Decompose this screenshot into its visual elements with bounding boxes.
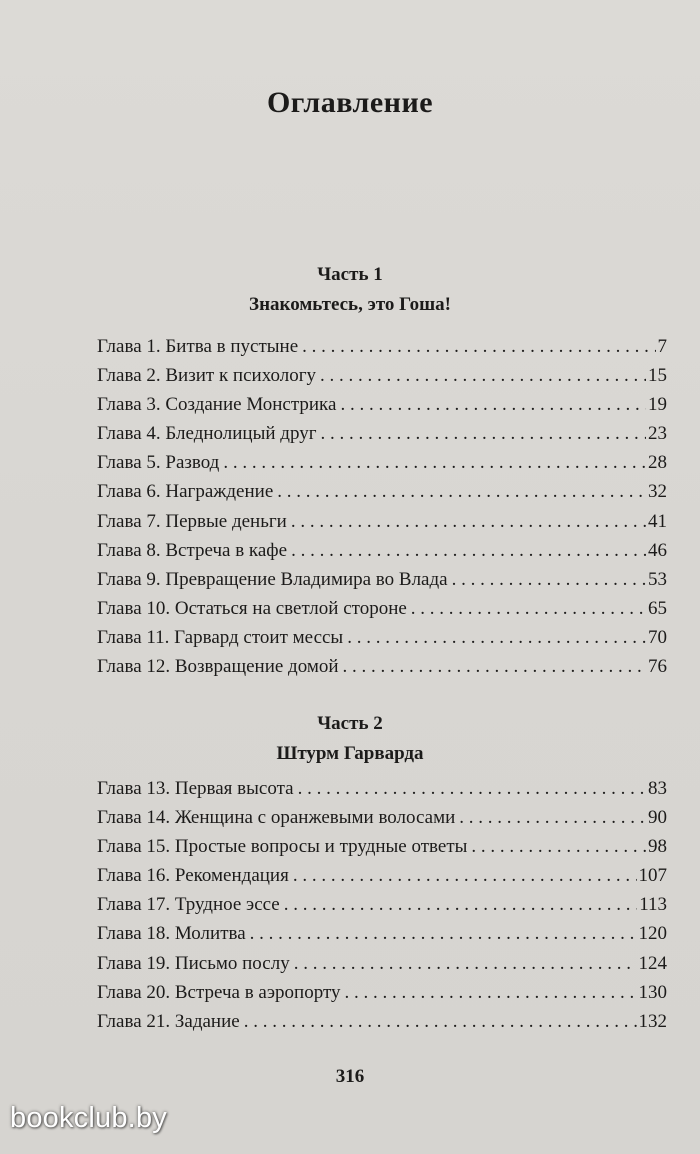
toc-entry[interactable] [97, 656, 667, 685]
chapter-title: Глава 16. Рекомендация [97, 865, 289, 887]
dot-leader [302, 336, 655, 358]
toc-entry[interactable] [97, 540, 667, 569]
dot-leader [244, 1011, 637, 1033]
chapter-title: Глава 12. Возвращение домой [97, 656, 339, 678]
chapter-title: Глава 8. Встреча в кафе [97, 539, 288, 561]
chapter-title: Глава 19. Письмо послу [97, 952, 290, 974]
toc-entry[interactable] [97, 1011, 667, 1040]
chapter-title: Глава 14. Женщина с оранжевыми волосами [97, 807, 456, 829]
toc-entry[interactable] [97, 894, 667, 923]
part-2-label: Часть 2 [317, 713, 383, 734]
chapter-page: 70 [648, 626, 667, 648]
dot-leader [321, 423, 647, 445]
dot-leader [320, 365, 646, 387]
chapter-page: 41 [648, 510, 667, 532]
page-title: Оглавление [266, 86, 434, 119]
part-1-subtitle: Знакомьтесь, это Гоша! [249, 294, 451, 315]
chapter-page: 130 [638, 981, 667, 1003]
chapter-page: 28 [648, 452, 667, 474]
chapter-title: Глава 4. Бледнолицый друг [97, 423, 317, 445]
chapter-title: Глава 11. Гарвард стоит мессы [97, 626, 344, 648]
chapter-page: 65 [648, 597, 667, 619]
chapter-page: 46 [648, 539, 667, 561]
toc-entry[interactable] [97, 569, 667, 598]
chapter-title: Глава 10. Остаться на светлой стороне [97, 597, 407, 619]
dot-leader [347, 627, 646, 649]
dot-leader [223, 452, 646, 474]
chapter-title: Глава 6. Награждение [97, 481, 274, 503]
toc-list-part-1 [97, 336, 667, 685]
chapter-title: Глава 1. Битва в пустыне [97, 336, 299, 357]
toc-entry[interactable] [97, 394, 667, 423]
chapter-page: 120 [638, 923, 667, 945]
dot-leader [471, 836, 646, 858]
chapter-title: Глава 5. Развод [97, 452, 220, 474]
toc-entry[interactable] [97, 836, 667, 865]
toc-entry[interactable] [97, 778, 667, 807]
chapter-page: 76 [648, 656, 667, 678]
dot-leader [411, 598, 646, 620]
chapter-page: 7 [657, 336, 667, 357]
chapter-title: Глава 21. Задание [97, 1010, 240, 1032]
chapter-page: 113 [639, 894, 667, 916]
chapter-page: 83 [648, 778, 667, 799]
chapter-title: Глава 18. Молитва [97, 923, 246, 945]
chapter-title: Глава 20. Встреча в аэропорту [97, 981, 341, 1003]
chapter-page: 107 [638, 865, 667, 887]
chapter-title: Глава 13. Первая высота [97, 778, 294, 799]
dot-leader [452, 569, 646, 591]
chapter-title: Глава 7. Первые деньги [97, 510, 287, 532]
toc-entry[interactable] [97, 807, 667, 836]
chapter-page: 32 [648, 481, 667, 503]
toc-entry[interactable] [97, 365, 667, 394]
chapter-title: Глава 2. Визит к психологу [97, 365, 316, 387]
toc-entry[interactable] [97, 423, 667, 452]
toc-entry[interactable] [97, 982, 667, 1011]
dot-leader [250, 923, 637, 945]
dot-leader [345, 982, 637, 1004]
toc-entry[interactable] [97, 452, 667, 481]
dot-leader [298, 778, 646, 800]
toc-entry[interactable] [97, 953, 667, 982]
chapter-page: 132 [638, 1010, 667, 1032]
page-number: 316 [335, 1066, 365, 1087]
toc-list-part-2 [97, 778, 667, 1040]
dot-leader [293, 865, 637, 887]
chapter-page: 15 [648, 365, 667, 387]
dot-leader [340, 394, 646, 416]
chapter-page: 90 [648, 807, 667, 829]
chapter-page: 53 [648, 568, 667, 590]
toc-entry[interactable] [97, 511, 667, 540]
toc-entry[interactable] [97, 336, 667, 365]
dot-leader [291, 511, 646, 533]
chapter-page: 19 [648, 394, 667, 416]
toc-entry[interactable] [97, 865, 667, 894]
toc-entry[interactable] [97, 481, 667, 510]
chapter-title: Глава 17. Трудное эссе [97, 894, 280, 916]
chapter-page: 98 [648, 836, 667, 858]
chapter-title: Глава 15. Простые вопросы и трудные ответы [97, 836, 468, 858]
watermark-logo: bookclub.by [10, 1102, 167, 1134]
chapter-title: Глава 9. Превращение Владимира во Влада [97, 568, 448, 590]
dot-leader [291, 540, 646, 562]
chapter-page: 23 [648, 423, 667, 445]
chapter-page: 124 [638, 952, 667, 974]
dot-leader [459, 807, 646, 829]
dot-leader [284, 894, 637, 916]
toc-entry[interactable] [97, 598, 667, 627]
dot-leader [294, 953, 637, 975]
toc-entry[interactable] [97, 627, 667, 656]
part-1-label: Часть 1 [317, 264, 383, 285]
dot-leader [343, 656, 646, 678]
dot-leader [277, 481, 646, 503]
part-2-subtitle: Штурм Гарварда [276, 743, 424, 764]
toc-entry[interactable] [97, 923, 667, 952]
chapter-title: Глава 3. Создание Монстрика [97, 394, 337, 416]
